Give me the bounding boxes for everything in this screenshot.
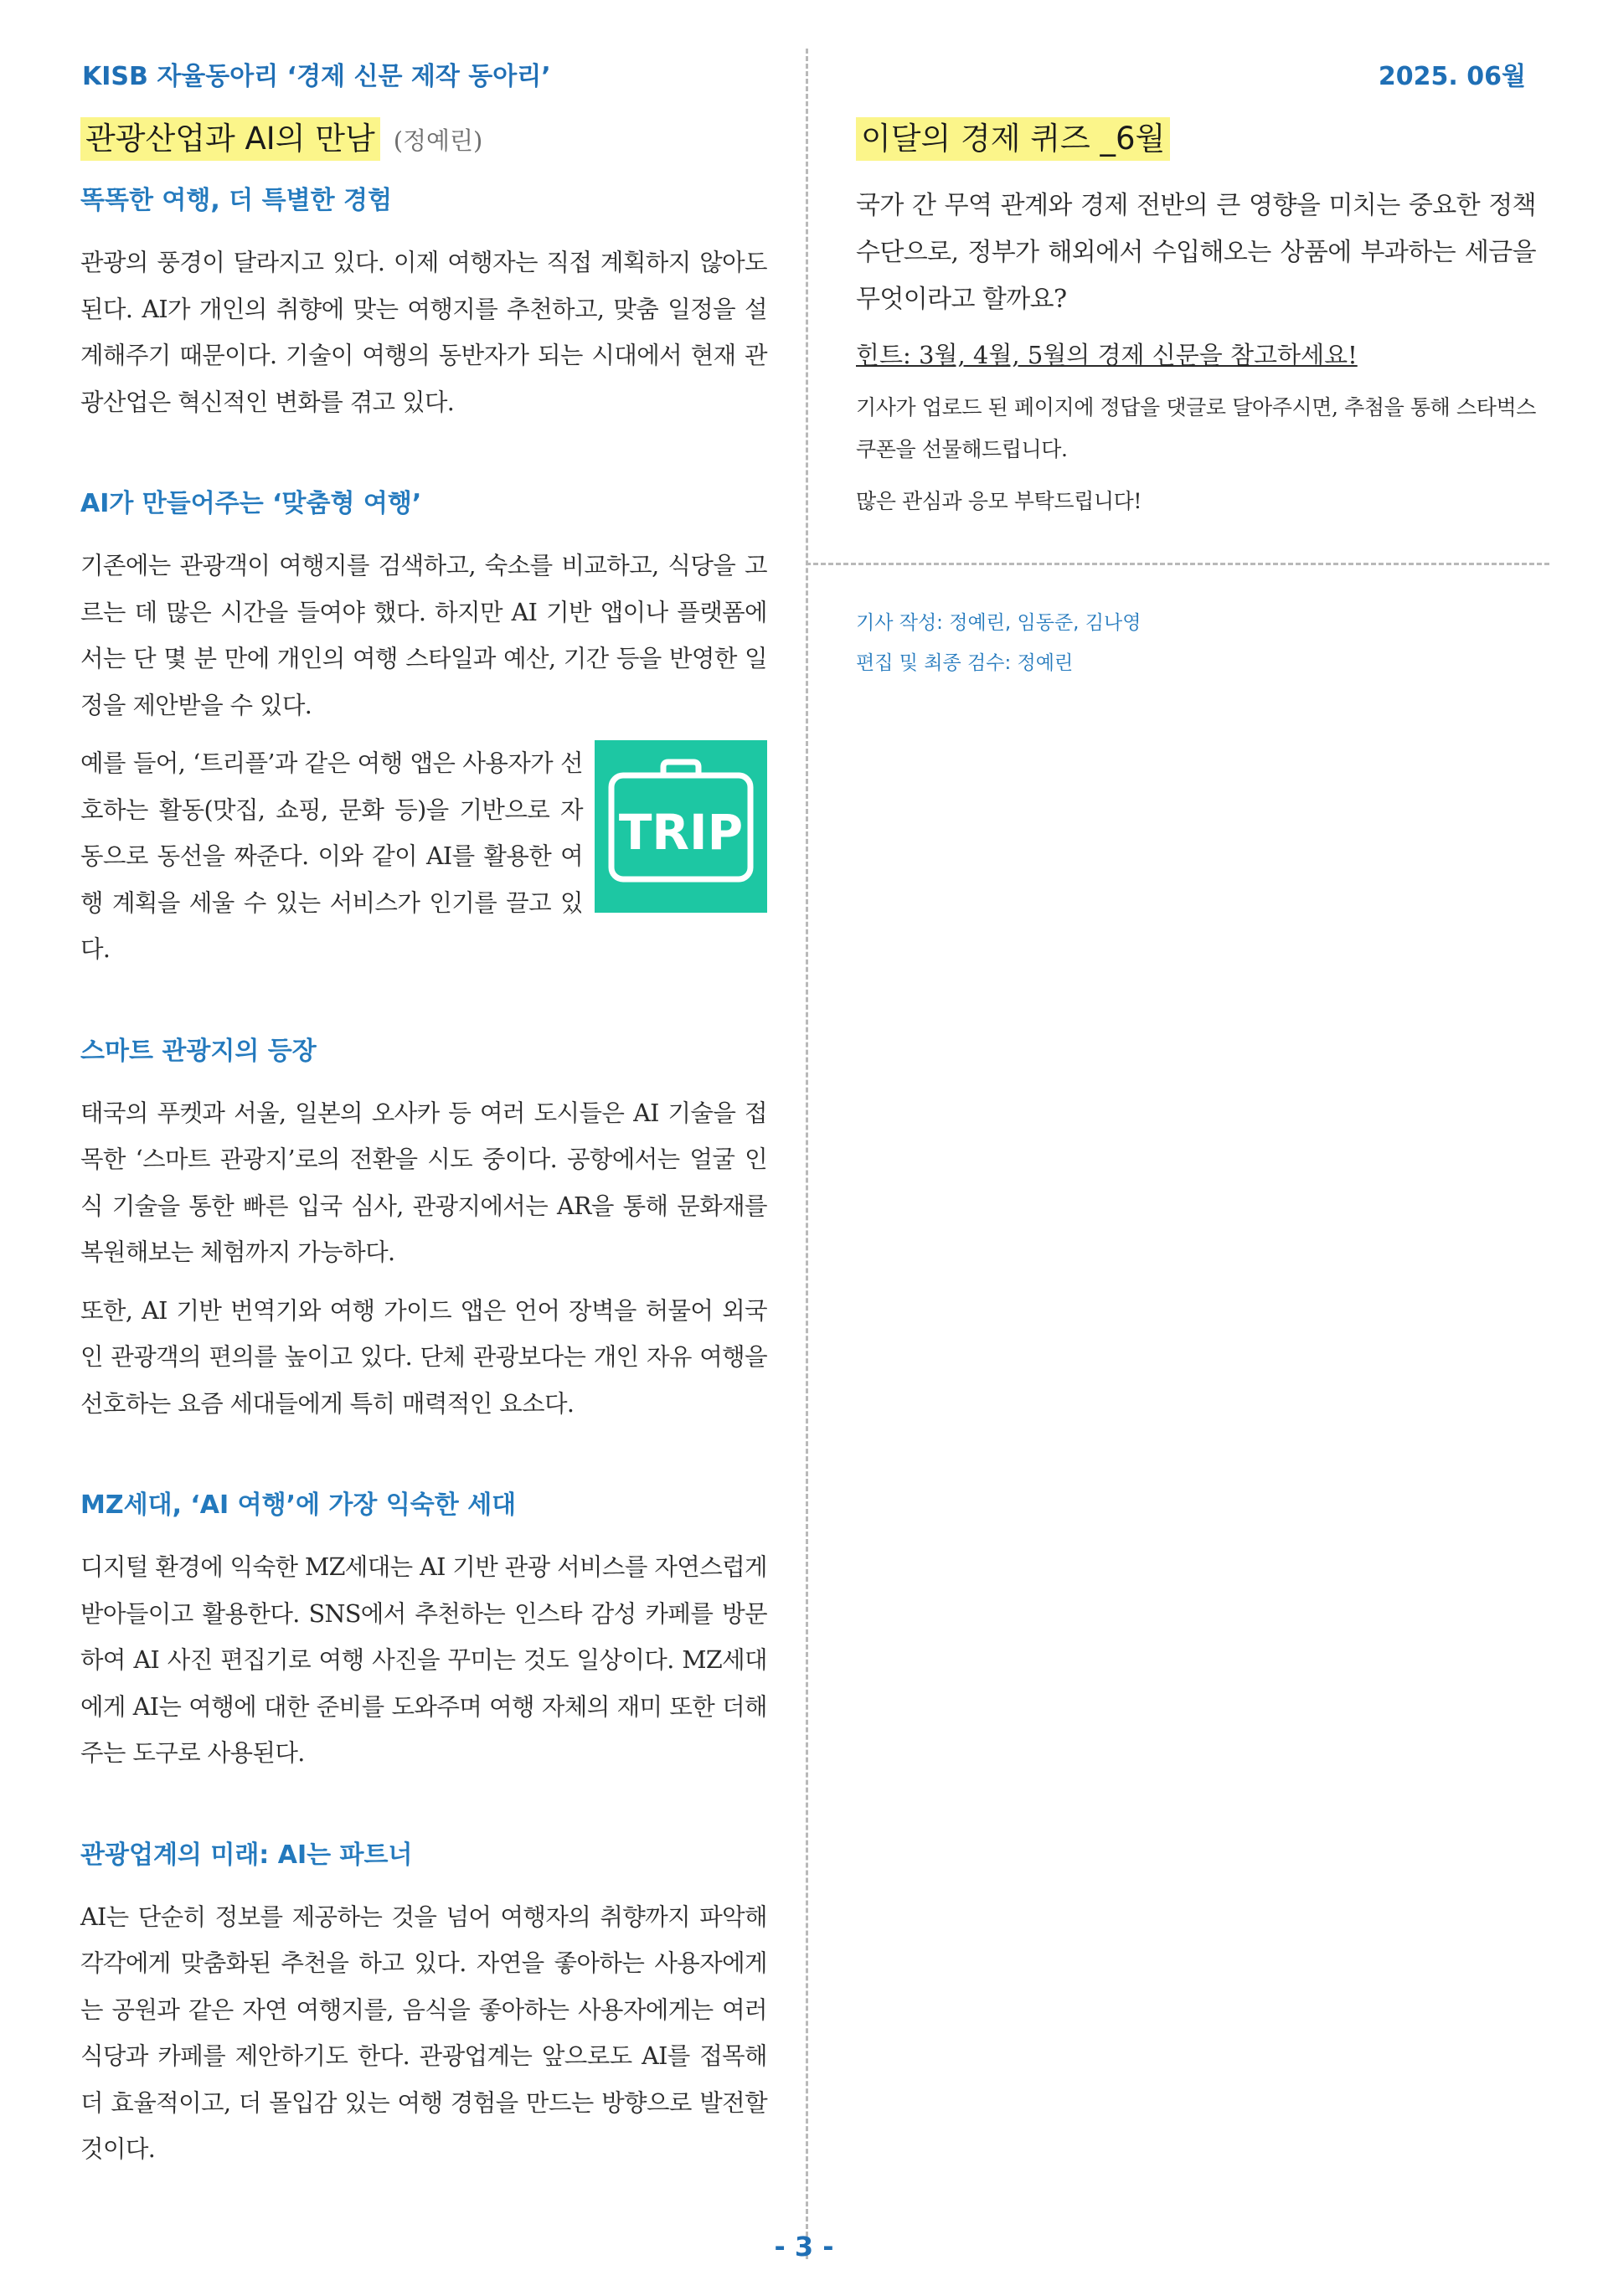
article-author: (정예린) bbox=[393, 126, 483, 155]
section-subtitle: 스마트 관광지의 등장 bbox=[80, 1036, 317, 1066]
quiz-hint: 힌트: 3월, 4월, 5월의 경제 신문을 참고하세요! bbox=[856, 341, 1358, 369]
issue-date: 2025. 06월 bbox=[1378, 62, 1526, 91]
column-divider bbox=[806, 49, 808, 2259]
article-paragraph: 기존에는 관광객이 여행지를 검색하고, 숙소를 비교하고, 식당을 고르는 데 많은 시간을 들여야 했다. 하지만 AI 기반 앱이나 플랫폼에서는 단 몇 분 만에 개인의 여행 스타일과 예산, 기간 등을 반영한 일정을 제안받을 수 있다. bbox=[80, 552, 767, 719]
quiz-question: 국가 간 무역 관계와 경제 전반의 큰 영향을 미치는 중요한 정책 수단으로, 정부가 해외에서 수입해오는 상품에 부과하는 세금을 무엇이라고 할까요? bbox=[856, 191, 1536, 314]
section-subtitle: 관광업계의 미래: AI는 파트너 bbox=[80, 1840, 413, 1870]
article-paragraph: 예를 들어, ‘트리플’과 같은 여행 앱은 사용자가 선호하는 활동(맛집, 쇼핑, 문화 등)을 기반으로 자동으로 동선을 짜준다. 이와 같이 AI를 활용한 여행 계획을 세울 수 있는 서비스가 인기를 끌고 있다. bbox=[80, 749, 583, 963]
article-paragraph: 관광의 풍경이 달라지고 있다. 이제 여행자는 직접 계획하지 않아도 된다. AI가 개인의 취향에 맞는 여행지를 추천하고, 맞춤 일정을 설계해주기 때문이다. 기술이 여행의 동반자가 되는 시대에서 현재 관광산업은 혁신적인 변화를 겪고 있다. bbox=[80, 249, 767, 416]
quiz-closing: 많은 관심과 응모 부탁드립니다! bbox=[856, 489, 1142, 513]
article-column bbox=[80, 117, 767, 2185]
quiz-instruction: 기사가 업로드 된 페이지에 정답을 댓글로 달아주시면, 추첨을 통해 스타벅스 쿠폰을 선물해드립니다. bbox=[856, 395, 1536, 461]
club-name: KISB 자율동아리 ‘경제 신문 제작 동아리’ bbox=[82, 62, 551, 91]
page-number: - 3 - bbox=[774, 2231, 834, 2263]
article-paragraph: 태국의 푸켓과 서울, 일본의 오사카 등 여러 도시들은 AI 기술을 접목한 ‘스마트 관광지’로의 전환을 시도 중이다. 공항에서는 얼굴 인식 기술을 통한 빠른 입국 심사, 관광지에서는 AR을 통해 문화재를 복원해보는 체험까지 가능하다. bbox=[80, 1099, 767, 1266]
article-title: 관광산업과 AI의 만남 bbox=[80, 117, 380, 161]
trip-app-logo bbox=[595, 740, 767, 913]
article-paragraph: 디지털 환경에 익숙한 MZ세대는 AI 기반 관광 서비스를 자연스럽게 받아들이고 활용한다. SNS에서 추천하는 인스타 감성 카페를 방문하여 AI 사진 편집기로 여행 사진을 꾸미는 것도 일상이다. MZ세대에게 AI는 여행에 대한 준비를 도와주며 여행 자체의 재미 또한 더해주는 도구로 사용된다. bbox=[80, 1553, 767, 1767]
section-divider bbox=[806, 563, 1549, 565]
logo-text: TRIP bbox=[618, 804, 744, 861]
paragraph-with-logo bbox=[80, 740, 767, 973]
quiz-title: 이달의 경제 퀴즈 _6월 bbox=[856, 117, 1170, 161]
quiz-column bbox=[856, 117, 1536, 533]
credits-writers: 기사 작성: 정예린, 임동준, 김나영 bbox=[856, 612, 1142, 634]
article-paragraph: 또한, AI 기반 번역기와 여행 가이드 앱은 언어 장벽을 허물어 외국인 관광객의 편의를 높이고 있다. 단체 관광보다는 개인 자유 여행을 선호하는 요즘 세대들에게 특히 매력적인 요소다. bbox=[80, 1296, 767, 1418]
quiz-header bbox=[856, 117, 1536, 161]
section-subtitle: AI가 만들어주는 ‘맞춤형 여행’ bbox=[80, 489, 422, 518]
article-paragraph: AI는 단순히 정보를 제공하는 것을 넘어 여행자의 취향까지 파악해 각각에게 맞춤화된 추천을 하고 있다. 자연을 좋아하는 사용자에게는 공원과 같은 자연 여행지를, 음식을 좋아하는 사용자에게는 여러 식당과 카페를 제안하기도 한다. 관광업계는 앞으로도 AI를 접목해 더 효율적이고, 더 몰입감 있는 여행 경험을 만드는 방향으로 발전할 것이다. bbox=[80, 1902, 767, 2163]
credits bbox=[856, 603, 1141, 683]
section-subtitle: 똑똑한 여행, 더 특별한 경험 bbox=[80, 186, 392, 215]
article-header bbox=[80, 117, 767, 161]
section-subtitle: MZ세대, ‘AI 여행’에 가장 익숙한 세대 bbox=[80, 1490, 517, 1520]
credits-editor: 편집 및 최종 검수: 정예린 bbox=[856, 652, 1074, 674]
